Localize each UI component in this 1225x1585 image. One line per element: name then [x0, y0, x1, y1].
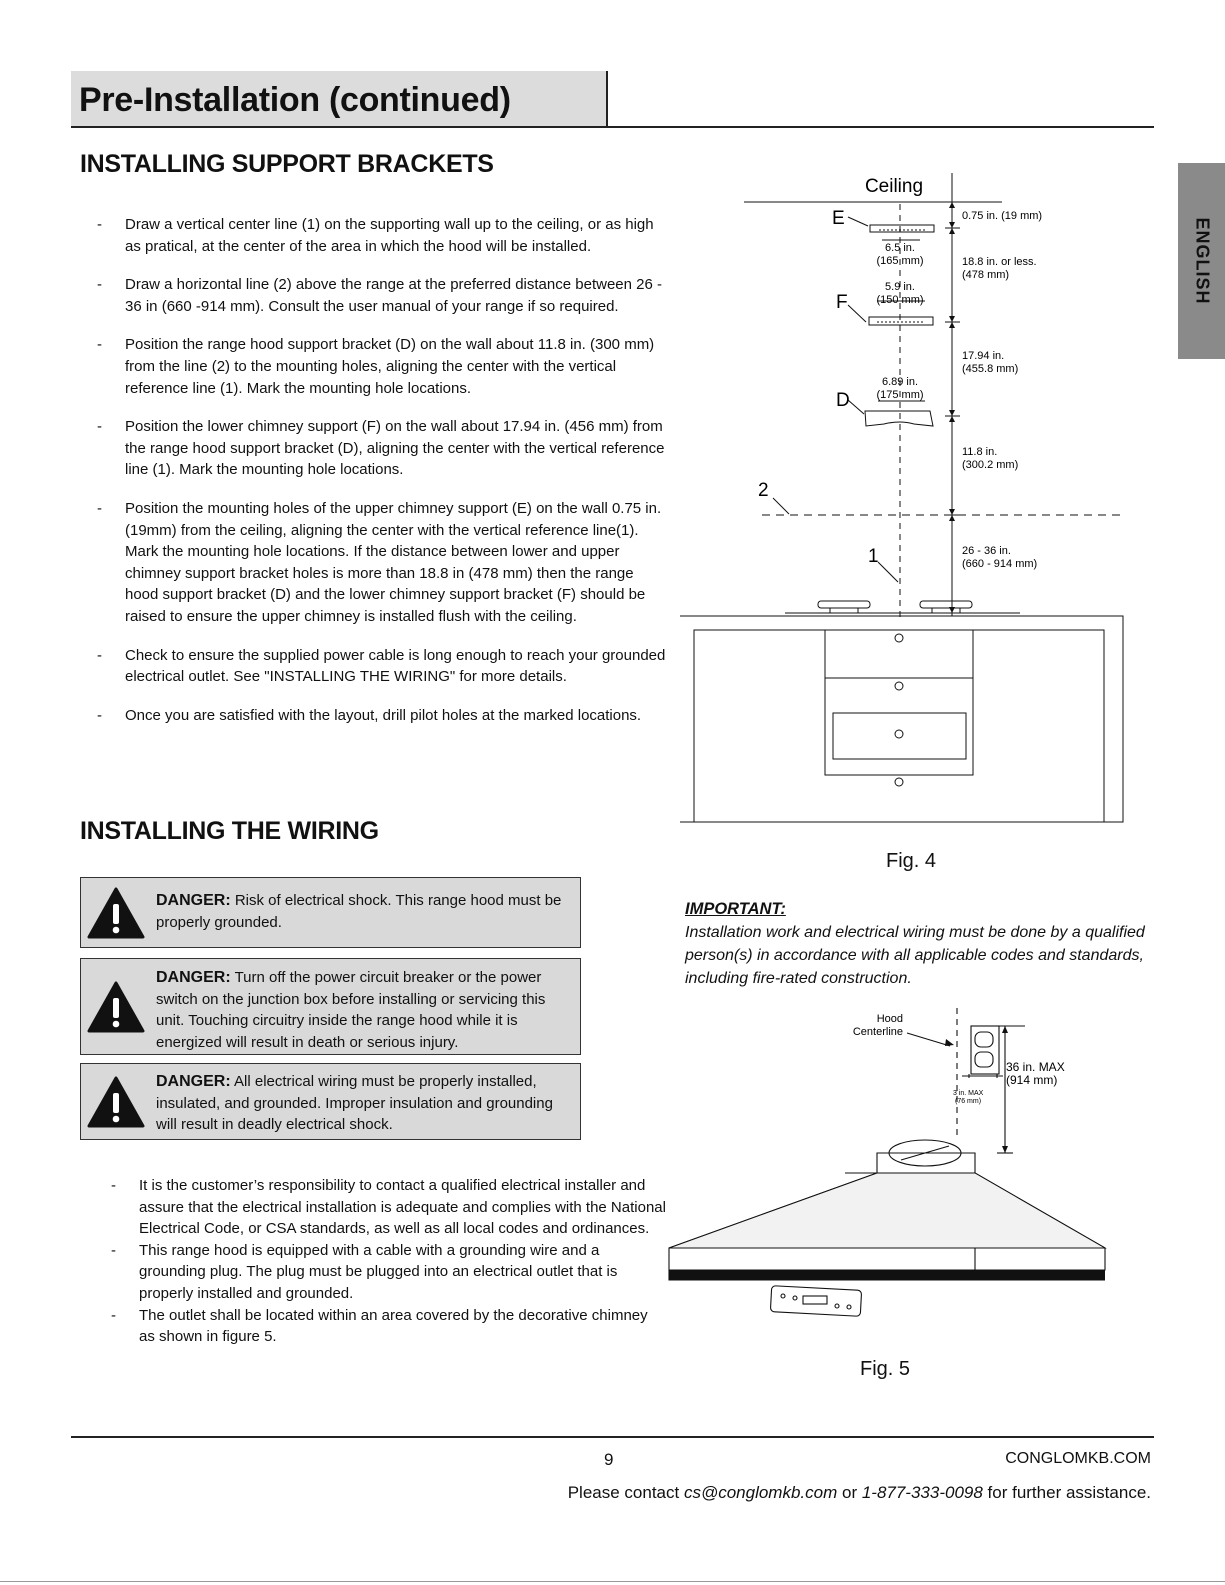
warning-triangle-icon [87, 887, 145, 939]
list-item: - Draw a vertical center line (1) on the supporting wall up to the ceiling, or as high as pratical, at the center of the area in which the hood will be installed. [97, 216, 654, 255]
important-text: Installation work and electrical wiring must be done by a qualified person(s) in accordance with all applicable codes and standards, including fire-rated construction. [685, 924, 1145, 987]
dim-line-range-in: 26 - 36 in. [962, 545, 1011, 557]
page-bottom-edge [0, 1581, 1225, 1582]
figure-5-caption: Fig. 5 [860, 1358, 911, 1380]
hood-centerline-label-2: Centerline [852, 1026, 903, 1038]
list-item: - Check to ensure the supplied power cable is long enough to reach your grounded electrical outlet. See "INSTALLING THE WIRING" for more details. [97, 646, 666, 686]
bracket-steps-list [92, 214, 667, 743]
line-2-label: 2 [758, 480, 769, 501]
width-d-in: 6.89 in. [881, 376, 919, 388]
list-item: - This range hood is equipped with a cable with a grounding wire and a grounding plug. The plug must be plugged into an electrical outlet that is properly installed and grounded. [111, 1241, 618, 1302]
wiring-notes-list [106, 1175, 666, 1348]
list-item: - The outlet shall be located within an area covered by the decorative chimney as shown in figure 5. [111, 1306, 648, 1346]
language-tab-label: ENGLISH [1192, 217, 1212, 305]
hood-centerline-label-1: Hood [876, 1013, 903, 1025]
language-tab [1178, 163, 1225, 359]
title-bar [71, 71, 608, 127]
bracket-f-label: F [836, 292, 848, 313]
section-heading-wiring: INSTALLING THE WIRING [80, 817, 379, 845]
section-heading-brackets: INSTALLING SUPPORT BRACKETS [80, 150, 494, 178]
important-note [685, 898, 1165, 990]
bracket-d-label: D [836, 390, 850, 411]
list-item: - Once you are satisfied with the layout, drill pilot holes at the marked locations. [97, 706, 642, 724]
email-link[interactable]: cs@conglomkb.com [683, 1483, 838, 1502]
figure-4-caption: Fig. 4 [886, 850, 937, 872]
width-e-mm: (165 mm) [876, 255, 924, 267]
width-d-mm: (175 mm) [876, 389, 924, 401]
dim-line-range-mm: (660 - 914 mm) [962, 558, 1038, 570]
danger-box: DANGER: Turn off the power circuit breaker or the power switch on the junction box before installing or servicing this unit. Touching circuitry inside the range hood while it is energized will result in death or serious injury. [80, 958, 581, 1055]
website-link[interactable]: CONGLOMKB.COM [1005, 1450, 1151, 1467]
offset-mm: (76 mm) [955, 1098, 982, 1105]
list-item: - It is the customer’s responsibility to contact a qualified electrical installer and assure that the electrical installation is adequate and complies with the National Electrical Code, or CSA standards, as well as all local codes and ordinances. [111, 1177, 666, 1238]
important-heading: IMPORTANT: [685, 900, 786, 918]
title-rule [71, 126, 1154, 128]
figure-4-bracket-layout [680, 168, 1140, 844]
width-f-mm: (150 mm) [876, 294, 924, 306]
dim-f-d-in: 17.94 in. [962, 350, 1005, 362]
max-height-in: 36 in. MAX [1006, 1060, 1065, 1074]
warning-triangle-icon [87, 981, 145, 1033]
contact-line: Please contact cs@conglomkb.com or 1-877-333-0098 for further assistance. [567, 1483, 1151, 1502]
max-height-mm: (914 mm) [1006, 1073, 1058, 1087]
offset-in: 3 in. MAX [953, 1090, 984, 1097]
list-item: - Position the mounting holes of the upper chimney support (E) on the wall 0.75 in. (19mm) from the ceiling, aligning the center with the vertical reference line(1). Mark the mounting hole locations. If the distance between lower and upper chimney support bracket holes is more than 18.8 in (478 mm) then the range hood support bracket (D) and the lower chimney support bracket (F) should be raised to ensure the upper chimney is installed flush with the ceiling. [97, 499, 662, 625]
figure-5-hood-outlet [665, 1008, 1125, 1358]
danger-box: DANGER: Risk of electrical shock. This range hood must be properly grounded. [80, 877, 581, 948]
danger-box: DANGER: All electrical wiring must be properly installed, insulated, and grounded. Improper insulation and grounding will result in deadly electrical shock. [80, 1063, 581, 1140]
phone-link[interactable]: 1-877-333-0098 [861, 1483, 983, 1502]
list-item: - Position the range hood support bracket (D) on the wall about 11.8 in. (300 mm) from the line (2) to the mounting holes, aligning the center with the vertical reference line (1). Mark the mounting hole locations. [97, 336, 655, 397]
bracket-e-label: E [832, 208, 845, 229]
page-number: 9 [604, 1450, 614, 1469]
ceiling-label: Ceiling [864, 176, 924, 197]
dim-d-line-mm: (300.2 mm) [962, 459, 1019, 471]
warning-triangle-icon [87, 1076, 145, 1128]
width-e-in: 6.5 in. [885, 242, 915, 254]
dim-e-f-mm: (478 mm) [962, 269, 1010, 281]
line-1-label: 1 [868, 546, 879, 567]
dim-e-f-in: 18.8 in. or less. [962, 256, 1037, 268]
list-item: - Position the lower chimney support (F) on the wall about 17.94 in. (456 mm) from the range hood support bracket (D), aligning the center with the vertical reference line (1). Mark the mounting hole locations. [97, 418, 665, 479]
footer-rule [71, 1436, 1154, 1438]
list-item: - Draw a horizontal line (2) above the range at the preferred distance between 26 - 36 in (660 -914 mm). Consult the user manual of your range if so required. [97, 276, 662, 315]
dim-d-line-in: 11.8 in. [962, 446, 998, 458]
page-title: Pre-Installation (continued) [79, 81, 511, 119]
width-f-in: 5.9 in. [885, 281, 915, 293]
dim-f-d-mm: (455.8 mm) [962, 363, 1019, 375]
dim-ceiling-e: 0.75 in. (19 mm) [962, 210, 1043, 222]
